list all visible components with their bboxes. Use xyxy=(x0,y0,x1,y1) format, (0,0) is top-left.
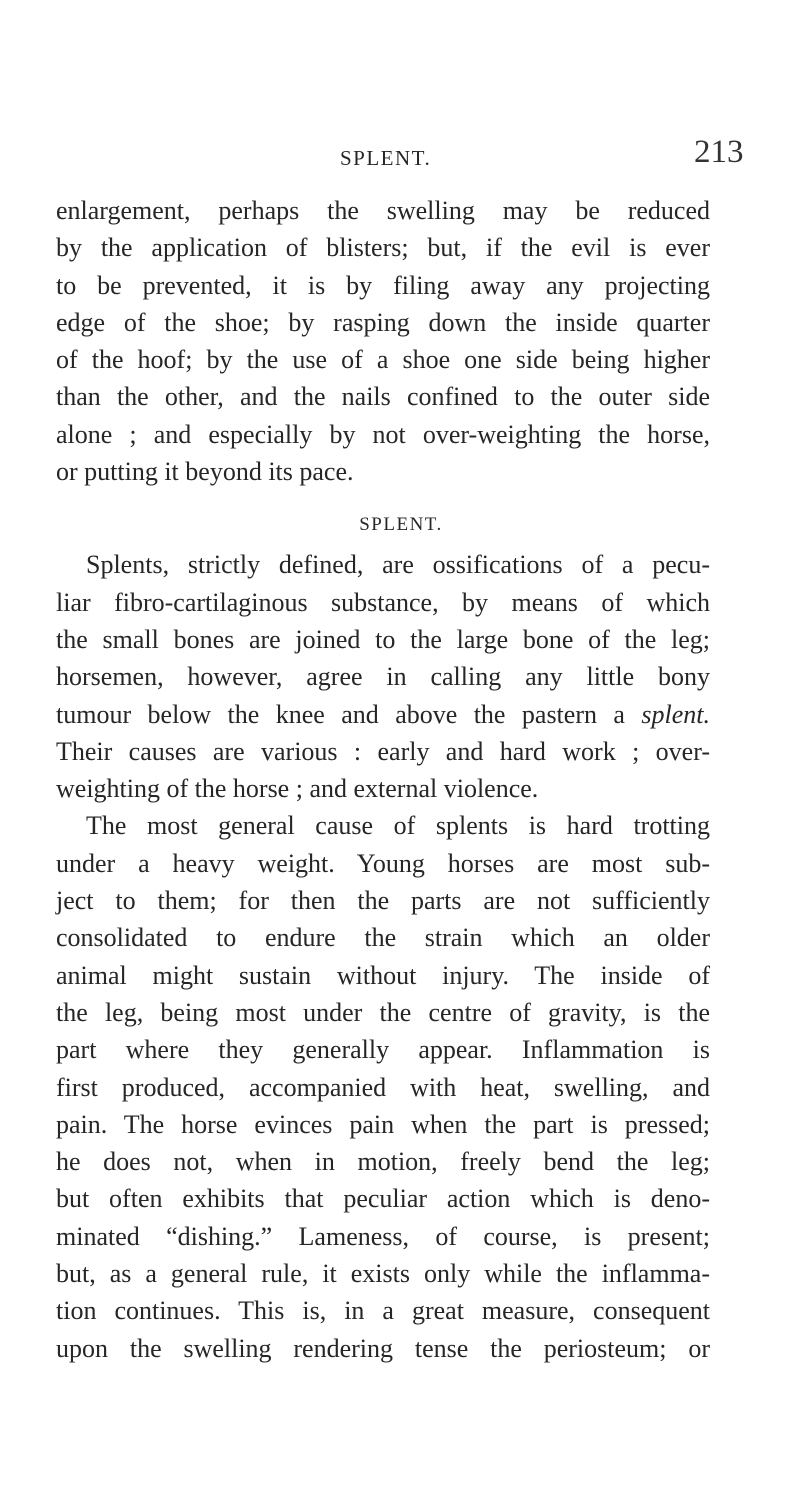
paragraph-3 xyxy=(56,807,710,1366)
text-line: animal might sustain without injury. The inside of xyxy=(56,960,710,990)
page-number: 213 xyxy=(694,134,744,170)
text-line: ject to them; for then the parts are not sufficiently xyxy=(56,886,710,916)
text-line-start: tumour below the knee and above the pastern a xyxy=(56,699,642,729)
text-line: but, as a general rule, it exists only while the inflamma- xyxy=(56,1259,710,1289)
running-head xyxy=(0,134,800,174)
text-line: to be prevented, it is by filing away any projecting xyxy=(56,270,710,300)
text-line: of the hoof; by the use of a shoe one side being higher xyxy=(56,345,710,375)
text-line: horsemen, however, agree in calling any little bony xyxy=(56,662,710,692)
paragraph-1 xyxy=(56,192,710,490)
text-line: weighting of the horse ; and external violence. xyxy=(56,774,539,804)
text-line: by the application of blisters; but, if the evil is ever xyxy=(56,233,710,263)
text-line: or putting it beyond its pace. xyxy=(56,457,354,487)
text-line: he does not, when in motion, freely bend the leg; xyxy=(56,1147,710,1177)
text-line: edge of the shoe; by rasping down the inside quarter xyxy=(56,307,710,337)
text-line: Splents, strictly defined, are ossifications of a pecu- xyxy=(86,550,710,580)
running-title: SPLENT. xyxy=(340,146,432,170)
text-line: minated “dishing.” Lameness, of course, is present; xyxy=(56,1221,710,1251)
text-line: pain. The horse evinces pain when the part is pressed; xyxy=(56,1109,710,1139)
text-line: the small bones are joined to the large bone of the leg; xyxy=(56,624,710,654)
paragraph-2 xyxy=(56,546,710,807)
section-heading: SPLENT. xyxy=(359,514,443,536)
text-line: alone ; and especially by not over-weighting the horse, xyxy=(56,419,710,449)
text-line: enlargement, perhaps the swelling may be reduced xyxy=(56,196,710,225)
text-line: but often exhibits that peculiar action which is deno- xyxy=(56,1184,710,1214)
text-line: part where they generally appear. Inflammation is xyxy=(56,1035,710,1065)
text-line: upon the swelling rendering tense the periosteum; or xyxy=(56,1333,710,1363)
body-text xyxy=(56,192,710,1367)
text-line: liar fibro-cartilaginous substance, by means of which xyxy=(56,587,710,617)
text-line: than the other, and the nails confined to the outer side xyxy=(56,382,710,412)
text-line: Their causes are various : early and hard work ; over- xyxy=(56,736,710,766)
emphasis-splent: splent. xyxy=(641,699,710,729)
text-line: first produced, accompanied with heat, swelling, and xyxy=(56,1072,710,1102)
text-line-with-emphasis xyxy=(56,696,710,733)
text-line: tion continues. This is, in a great measure, consequent xyxy=(56,1296,710,1326)
text-line: The most general cause of splents is hard trotting xyxy=(86,811,710,841)
text-line: under a heavy weight. Young horses are most sub- xyxy=(56,848,710,878)
text-line: the leg, being most under the centre of gravity, is the xyxy=(56,997,710,1027)
text-line: consolidated to endure the strain which an older xyxy=(56,923,710,953)
